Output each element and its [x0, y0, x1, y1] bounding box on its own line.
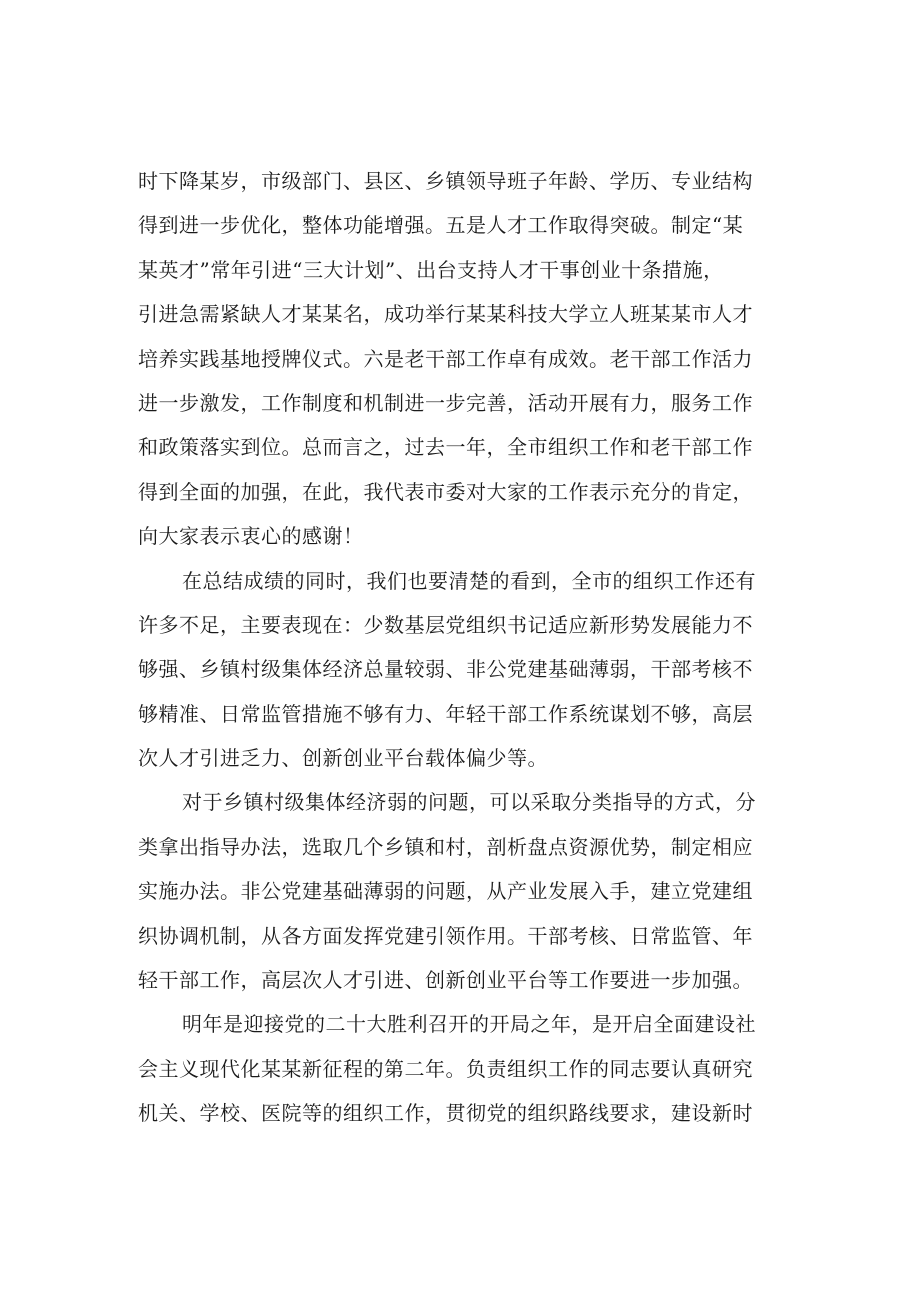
text-line: 得到全面的加强，在此，我代表市委对大家的工作表示充分的肯定，	[138, 479, 753, 504]
text-line: 向大家表示衷心的感谢！	[138, 524, 364, 549]
text-line: 次人才引进乏力、创新创业平台载体偏少等。	[138, 746, 548, 771]
text-line: 机关、学校、医院等的组织工作，贯彻党的组织路线要求，建设新时	[138, 1101, 753, 1126]
text-line: 对于乡镇村级集体经济弱的问题，可以采取分类指导的方式，分	[182, 790, 756, 815]
text-line: 实施办法。非公党建基础薄弱的问题，从产业发展入手，建立党建组	[138, 879, 753, 904]
text-line: 明年是迎接党的二十大胜利召开的开局之年，是开启全面建设社	[182, 1012, 756, 1037]
text-line: 某英才”常年引进“三大计划”、出台支持人才干事创业十条措施，	[138, 257, 724, 282]
text-line: 引进急需紧缺人才某某名，成功举行某某科技大学立人班某某市人才	[138, 302, 753, 327]
text-line: 得到进一步优化，整体功能增强。五是人才工作取得突破。制定“某	[138, 213, 744, 238]
text-line: 轻干部工作，高层次人才引进、创新创业平台等工作要进一步加强。	[138, 968, 753, 993]
text-line: 会主义现代化某某新征程的第二年。负责组织工作的同志要认真研究	[138, 1056, 753, 1081]
text-line: 在总结成绩的同时，我们也要清楚的看到，全市的组织工作还有	[182, 568, 756, 593]
text-line: 类拿出指导办法，选取几个乡镇和村，剖析盘点资源优势，制定相应	[138, 834, 753, 859]
text-line: 够强、乡镇村级集体经济总量较弱、非公党建基础薄弱，干部考核不	[138, 657, 753, 682]
text-line: 培养实践基地授牌仪式。六是老干部工作卓有成效。老干部工作活力	[138, 346, 753, 371]
paragraph-1	[138, 159, 798, 559]
paragraph-4	[138, 1002, 798, 1135]
text-line: 和政策落实到位。总而言之，过去一年，全市组织工作和老干部工作	[138, 435, 753, 460]
text-line: 许多不足，主要表现在：少数基层党组织书记适应新形势发展能力不	[138, 612, 753, 637]
text-line: 进一步激发，工作制度和机制进一步完善，活动开展有力，服务工作	[138, 390, 753, 415]
paragraph-3	[138, 780, 798, 1002]
text-line: 时下降某岁，市级部门、县区、乡镇领导班子年龄、学历、专业结构	[138, 169, 753, 193]
text-line: 够精准、日常监管措施不够有力、年轻干部工作系统谋划不够，高层	[138, 701, 753, 726]
document-body	[138, 159, 798, 1136]
text-line: 织协调机制，从各方面发挥党建引领作用。干部考核、日常监管、年	[138, 923, 753, 948]
paragraph-2	[138, 559, 798, 781]
